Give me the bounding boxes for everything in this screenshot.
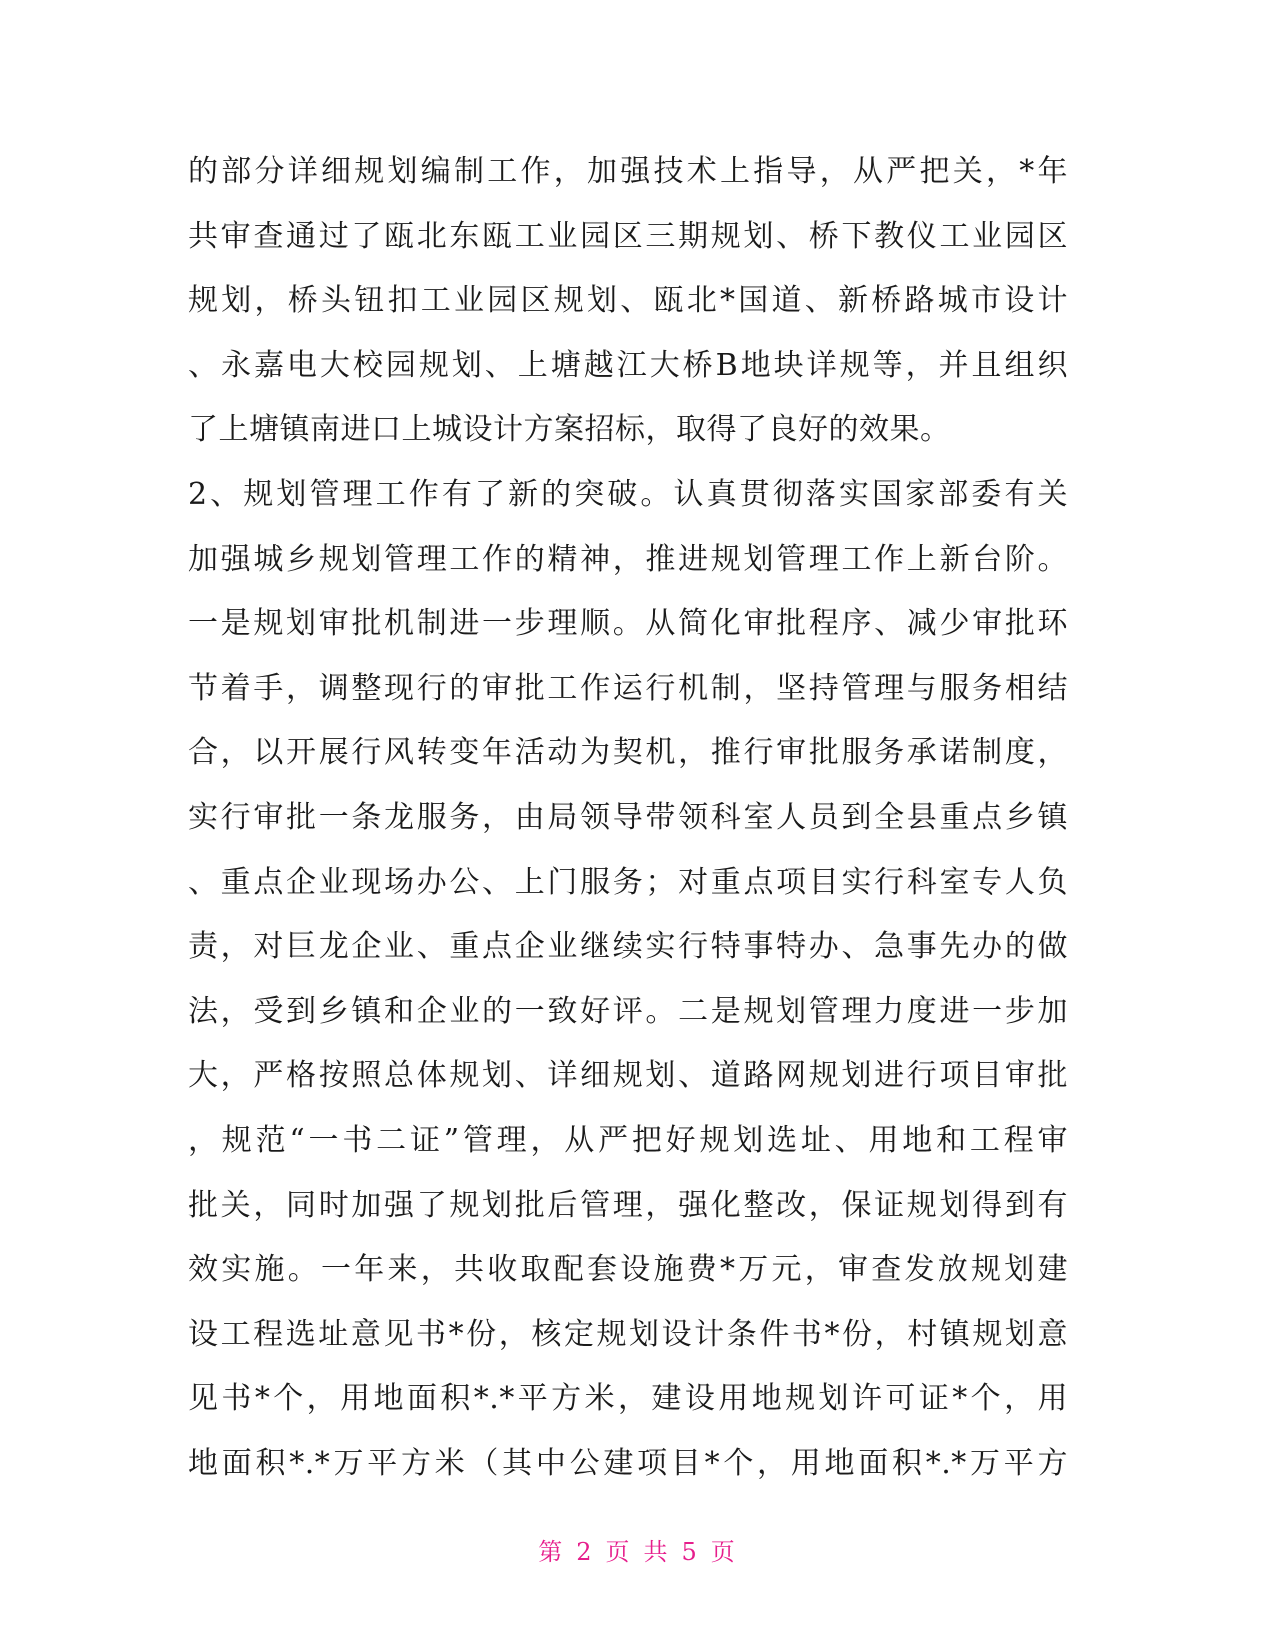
text-line-14: 法，受到乡镇和企业的一致好评。二是规划管理力度进一步加 <box>188 993 1068 1029</box>
text-line-17: 批关，同时加强了规划批后管理，强化整改，保证规划得到有 <box>188 1187 1068 1223</box>
text-line-13: 责，对巨龙企业、重点企业继续实行特事特办、急事先办的做 <box>188 929 1068 965</box>
text-line-16: ，规范“一书二证”管理，从严把好规划选址、用地和工程审 <box>188 1122 1068 1158</box>
text-line-11: 实行审批一条龙服务，由局领导带领科室人员到全县重点乡镇 <box>188 799 1068 835</box>
text-line-5: 了上塘镇南进口上城设计方案招标，取得了良好的效果。 <box>188 412 951 448</box>
page-number-footer <box>0 1532 1275 1567</box>
text-line-7: 加强城乡规划管理工作的精神，推进规划管理工作上新台阶。 <box>188 541 1068 577</box>
document-body <box>188 140 1068 1496</box>
footer-label-total: 共 <box>643 1538 670 1566</box>
footer-label-total-unit: 页 <box>710 1538 737 1566</box>
footer-total-pages: 5 <box>681 1538 699 1566</box>
text-line-3: 规划，桥头钮扣工业园区规划、瓯北*国道、新桥路城市设计 <box>188 283 1068 319</box>
text-line-15: 大，严格按照总体规划、详细规划、道路网规划进行项目审批 <box>188 1058 1068 1094</box>
text-line-12: 、重点企业现场办公、上门服务；对重点项目实行科室专人负 <box>188 864 1068 900</box>
text-line-9: 节着手，调整现行的审批工作运行机制，坚持管理与服务相结 <box>188 670 1068 706</box>
text-line-8: 一是规划审批机制进一步理顺。从简化审批程序、减少审批环 <box>188 606 1068 642</box>
text-line-1: 的部分详细规划编制工作，加强技术上指导，从严把关，*年 <box>188 154 1068 189</box>
text-line-18: 效实施。一年来，共收取配套设施费*万元，审查发放规划建 <box>188 1252 1068 1288</box>
text-line-2: 共审查通过了瓯北东瓯工业园区三期规划、桥下教仪工业园区 <box>188 218 1068 254</box>
footer-label-page: 第 <box>538 1538 565 1566</box>
text-line-6: 2、规划管理工作有了新的突破。认真贯彻落实国家部委有关 <box>188 476 1068 512</box>
footer-label-page-unit: 页 <box>605 1538 632 1566</box>
text-line-10: 合，以开展行风转变年活动为契机，推行审批服务承诺制度， <box>188 735 1068 771</box>
text-line-21: 地面积*.*万平方米（其中公建项目*个，用地面积*.*万平方 <box>188 1445 1068 1481</box>
text-line-20: 见书*个，用地面积*.*平方米，建设用地规划许可证*个，用 <box>188 1381 1068 1417</box>
footer-current-page: 2 <box>576 1538 594 1566</box>
text-line-19: 设工程选址意见书*份，核定规划设计条件书*份，村镇规划意 <box>188 1316 1068 1352</box>
text-line-4: 、永嘉电大校园规划、上塘越江大桥B地块详规等，并且组织 <box>188 347 1068 383</box>
